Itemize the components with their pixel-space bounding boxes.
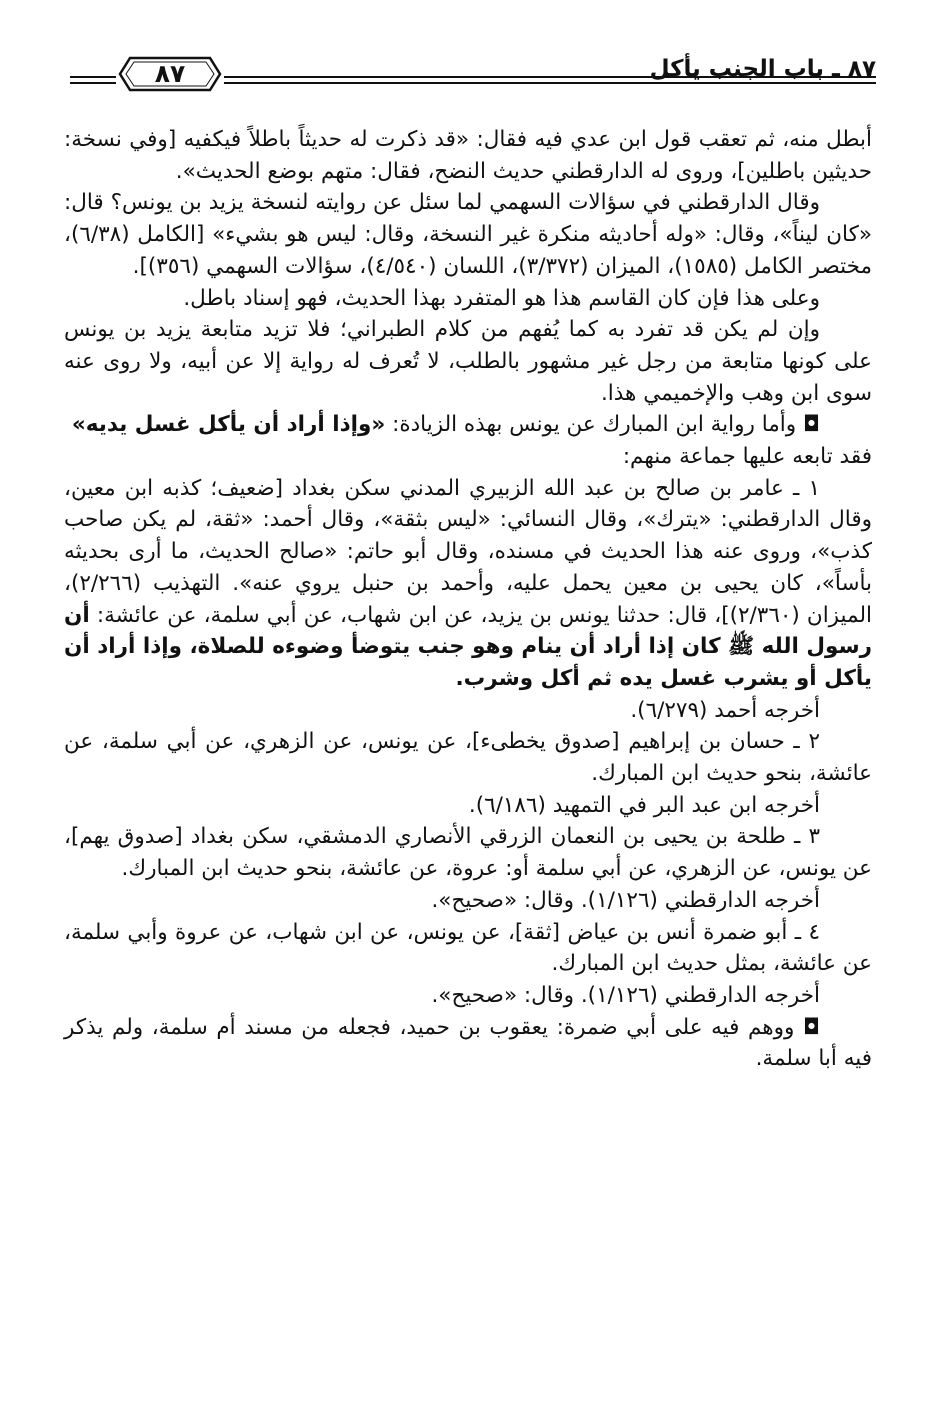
paragraph: فقد تابعه عليها جماعة منهم: <box>622 444 872 470</box>
page-header <box>70 52 876 96</box>
paragraph: أبطل منه، ثم تعقب قول ابن عدي فيه فقال: «قد ذكرت له حديثاً باطلاً فيكفيه [وفي نسخة: حديثين باطلين]، وروى له الدارقطني حديث النضح، فقال: متهم بوضع الحديث». <box>64 127 872 184</box>
page-number: ٨٧ <box>154 59 186 88</box>
chapter-title: ٨٧ ـ باب الجنب يأكل <box>649 56 876 82</box>
paragraph: ◘ وأما رواية ابن المبارك عن يونس بهذه الزيادة: «وإذا أراد أن يأكل غسل يديه» <box>71 412 820 438</box>
paragraph: وقال الدارقطني في سؤالات السهمي لما سئل عن روايته لنسخة يزيد بن يونس؟ قال: «كان ليناً»، وقال: «وله أحاديثه منكرة غير النسخة، وقال: ليس هو بشيء» [الكامل (٦/٣٨)، مختصر الكامل (١٥٨٥)، الميزان (٣/٣٧٢)، اللسان (٤/٥٤٠)، سؤالات السهمي (٣٥٦)]. <box>64 190 872 279</box>
paragraph: ٤ ـ أبو ضمرة أنس بن عياض [ثقة]، عن يونس، عن ابن شهاب، عن عروة وأبي سلمة، عن عائشة، بمثل حديث ابن المبارك. <box>64 919 872 977</box>
hadith-text: أن رسول الله ﷺ كان إذا أراد أن ينام وهو جنب يتوضأ وضوءه للصلاة، وإذا أراد أن يأكل أو يشرب غسل يده ثم أكل وشرب. <box>64 602 872 691</box>
paragraph: وعلى هذا فإن كان القاسم هذا هو المتفرد بهذا الحديث، فهو إسناد باطل. <box>183 285 820 311</box>
paragraph: أخرجه ابن عبد البر في التمهيد (٦/١٨٦). <box>468 792 820 818</box>
paragraph: وإن لم يكن قد تفرد به كما يُفهم من كلام الطبراني؛ فلا تزيد متابعة يزيد بن يونس على كونها متابعة من رجل غير مشهور بالطلب، لا تُعرف له رواية إلا عن أبيه، ولا روى عنه سوى ابن وهب والإخميمي هذا. <box>64 317 872 406</box>
paragraph: ٢ ـ حسان بن إبراهيم [صدوق يخطىء]، عن يونس، عن الزهري، عن أبي سلمة، عن عائشة، بنحو حديث ابن المبارك. <box>64 729 872 787</box>
paragraph: أخرجه أحمد (٦/٢٧٩). <box>630 697 820 723</box>
paragraph: ٣ ـ طلحة بن يحيى بن النعمان الزرقي الأنصاري الدمشقي، سكن بغداد [صدوق يهم]، عن يونس، عن الزهري، عن أبي سلمة أو: عروة، عن عائشة، بنحو حديث ابن المبارك. <box>64 824 872 882</box>
page-number-box <box>116 54 224 94</box>
main-text <box>64 124 872 1075</box>
paragraph: ١ ـ عامر بن صالح بن عبد الله الزبيري المدني سكن بغداد [ضعيف؛ كذبه ابن معين، وقال الدارقطني: «يترك»، وقال النسائي: «ليس بثقة»، وقال أحمد: «ثقة، لم يكن صاحب كذب»، وروى عنه هذا الحديث في مسنده، وقال أبو حاتم: «صالح الحديث، ما أرى بحديثه بأساً»، كان يحيى بن معين يحمل عليه، وأحمد بن حنبل يروي عنه». التهذيب (٢/٢٦٦)، الميزان (٢/٣٦٠)]، قال: حدثنا يونس بن يزيد، عن ابن شهاب، عن أبي سلمة، عن عائشة: أن رسول الله ﷺ كان إذا أراد أن ينام وهو جنب يتوضأ وضوءه للصلاة، وإذا أراد أن يأكل أو يشرب غسل يده ثم أكل وشرب. <box>64 475 872 691</box>
bold-quote: «وإذا أراد أن يأكل غسل يديه» <box>71 412 386 438</box>
paragraph: أخرجه الدارقطني (١/١٢٦). وقال: «صحيح». <box>431 982 820 1008</box>
paragraph: ◘ ووهم فيه على أبي ضمرة: يعقوب بن حميد، فجعله من مسند أم سلمة، ولم يذكر فيه أبا سلمة. <box>64 1014 872 1072</box>
paragraph: أخرجه الدارقطني (١/١٢٦). وقال: «صحيح». <box>431 887 820 913</box>
